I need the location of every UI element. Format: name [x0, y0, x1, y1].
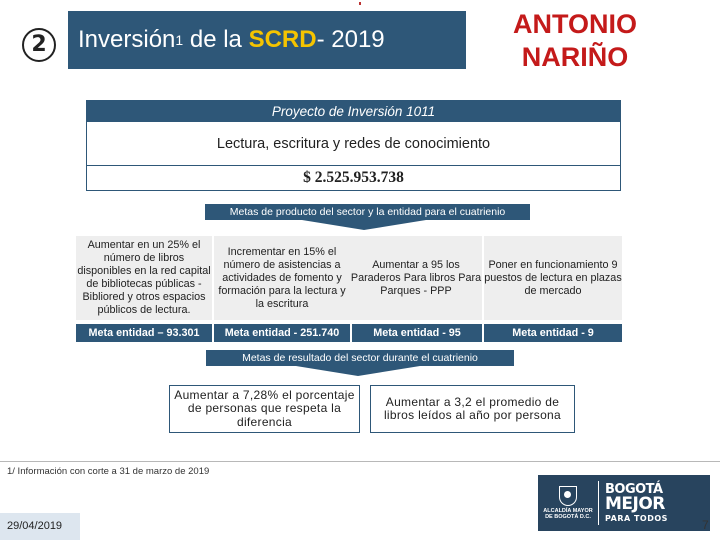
project-header: Proyecto de Inversión 1011	[87, 101, 620, 122]
goal-cell-2	[214, 236, 350, 320]
locality-line-2: NARIÑO	[521, 42, 629, 72]
goal-cell-3	[350, 236, 482, 320]
shield-icon	[559, 486, 577, 506]
project-box	[86, 100, 621, 191]
title-prefix: Inversión	[78, 26, 176, 53]
result-text-2: Aumentar a 3,2 el promedio de libros leídos al año por persona	[383, 394, 562, 422]
result-box-1	[169, 385, 360, 433]
title-scrd: SCRD	[248, 26, 317, 53]
meta-entidad-3: Meta entidad - 95	[352, 324, 482, 342]
meta-entidad-4: Meta entidad - 9	[484, 324, 622, 342]
logo-line-2: MEJOR	[605, 494, 665, 514]
title-suffix: - 2019	[316, 26, 385, 53]
title-bar: Inversión 1 de la SCRD - 2019	[68, 11, 466, 69]
logo-line-3: PARA TODOS	[605, 514, 668, 523]
locality-line-1: ANTONIO	[512, 9, 637, 39]
crest-text	[543, 508, 592, 520]
crest-line-1: ALCALDÍA MAYOR	[543, 508, 593, 514]
logo-line-1: BOGOTÁ	[605, 482, 663, 497]
bogota-mejor-logo	[599, 483, 710, 523]
crest-line-2: DE BOGOTÁ D.C.	[545, 514, 591, 520]
meta-entidad-2: Meta entidad - 251.740	[214, 324, 350, 342]
goal-cell-4	[484, 236, 622, 320]
alcaldia-crest	[538, 475, 598, 531]
goal-cell-1	[76, 236, 212, 320]
title-mid: de la	[183, 26, 249, 53]
project-name: Lectura, escritura y redes de conocimiento	[87, 122, 620, 166]
bogota-logo-panel	[538, 475, 710, 531]
goal-text-3: Aumentar a 95 los Paraderos Para libros Para Parques - PPP	[350, 258, 482, 297]
goal-text-2: Incrementar en 15% el número de asistencias a actividades de fomento y formación para la lectura y la escritura	[218, 245, 346, 310]
result-box-2	[370, 385, 575, 433]
goals-ribbon: Metas de producto del sector y la entidad para el cuatrienio	[205, 204, 530, 220]
goal-text-1: Aumentar en un 25% el número de libros disponibles en la red capital de bibliotecas públicas - Bibliored y otros espacios públicos de lectura.	[77, 239, 211, 316]
footer-divider	[0, 461, 720, 462]
project-amount: $ 2.525.953.738	[303, 169, 404, 186]
top-marker	[359, 2, 361, 5]
date-label: 29/04/2019	[0, 513, 80, 540]
meta-entidad-1: Meta entidad – 93.301	[76, 324, 212, 342]
results-arrow-icon	[296, 366, 420, 376]
goals-arrow-icon	[302, 220, 426, 230]
slide-number: 2	[31, 32, 47, 57]
slide-number-badge	[22, 28, 56, 62]
footnote: 1/ Información con corte a 31 de marzo de 2019	[7, 466, 210, 477]
goal-text-4: Poner en funcionamiento 9 puestos de lectura en plazas de mercado	[484, 258, 622, 297]
result-text-1: Aumentar a 7,28% el porcentaje de personas que respeta la diferencia	[174, 387, 355, 429]
locality-title	[490, 8, 660, 74]
results-ribbon: Metas de resultado del sector durante el cuatrienio	[206, 350, 514, 366]
page-number: 7	[702, 518, 709, 532]
